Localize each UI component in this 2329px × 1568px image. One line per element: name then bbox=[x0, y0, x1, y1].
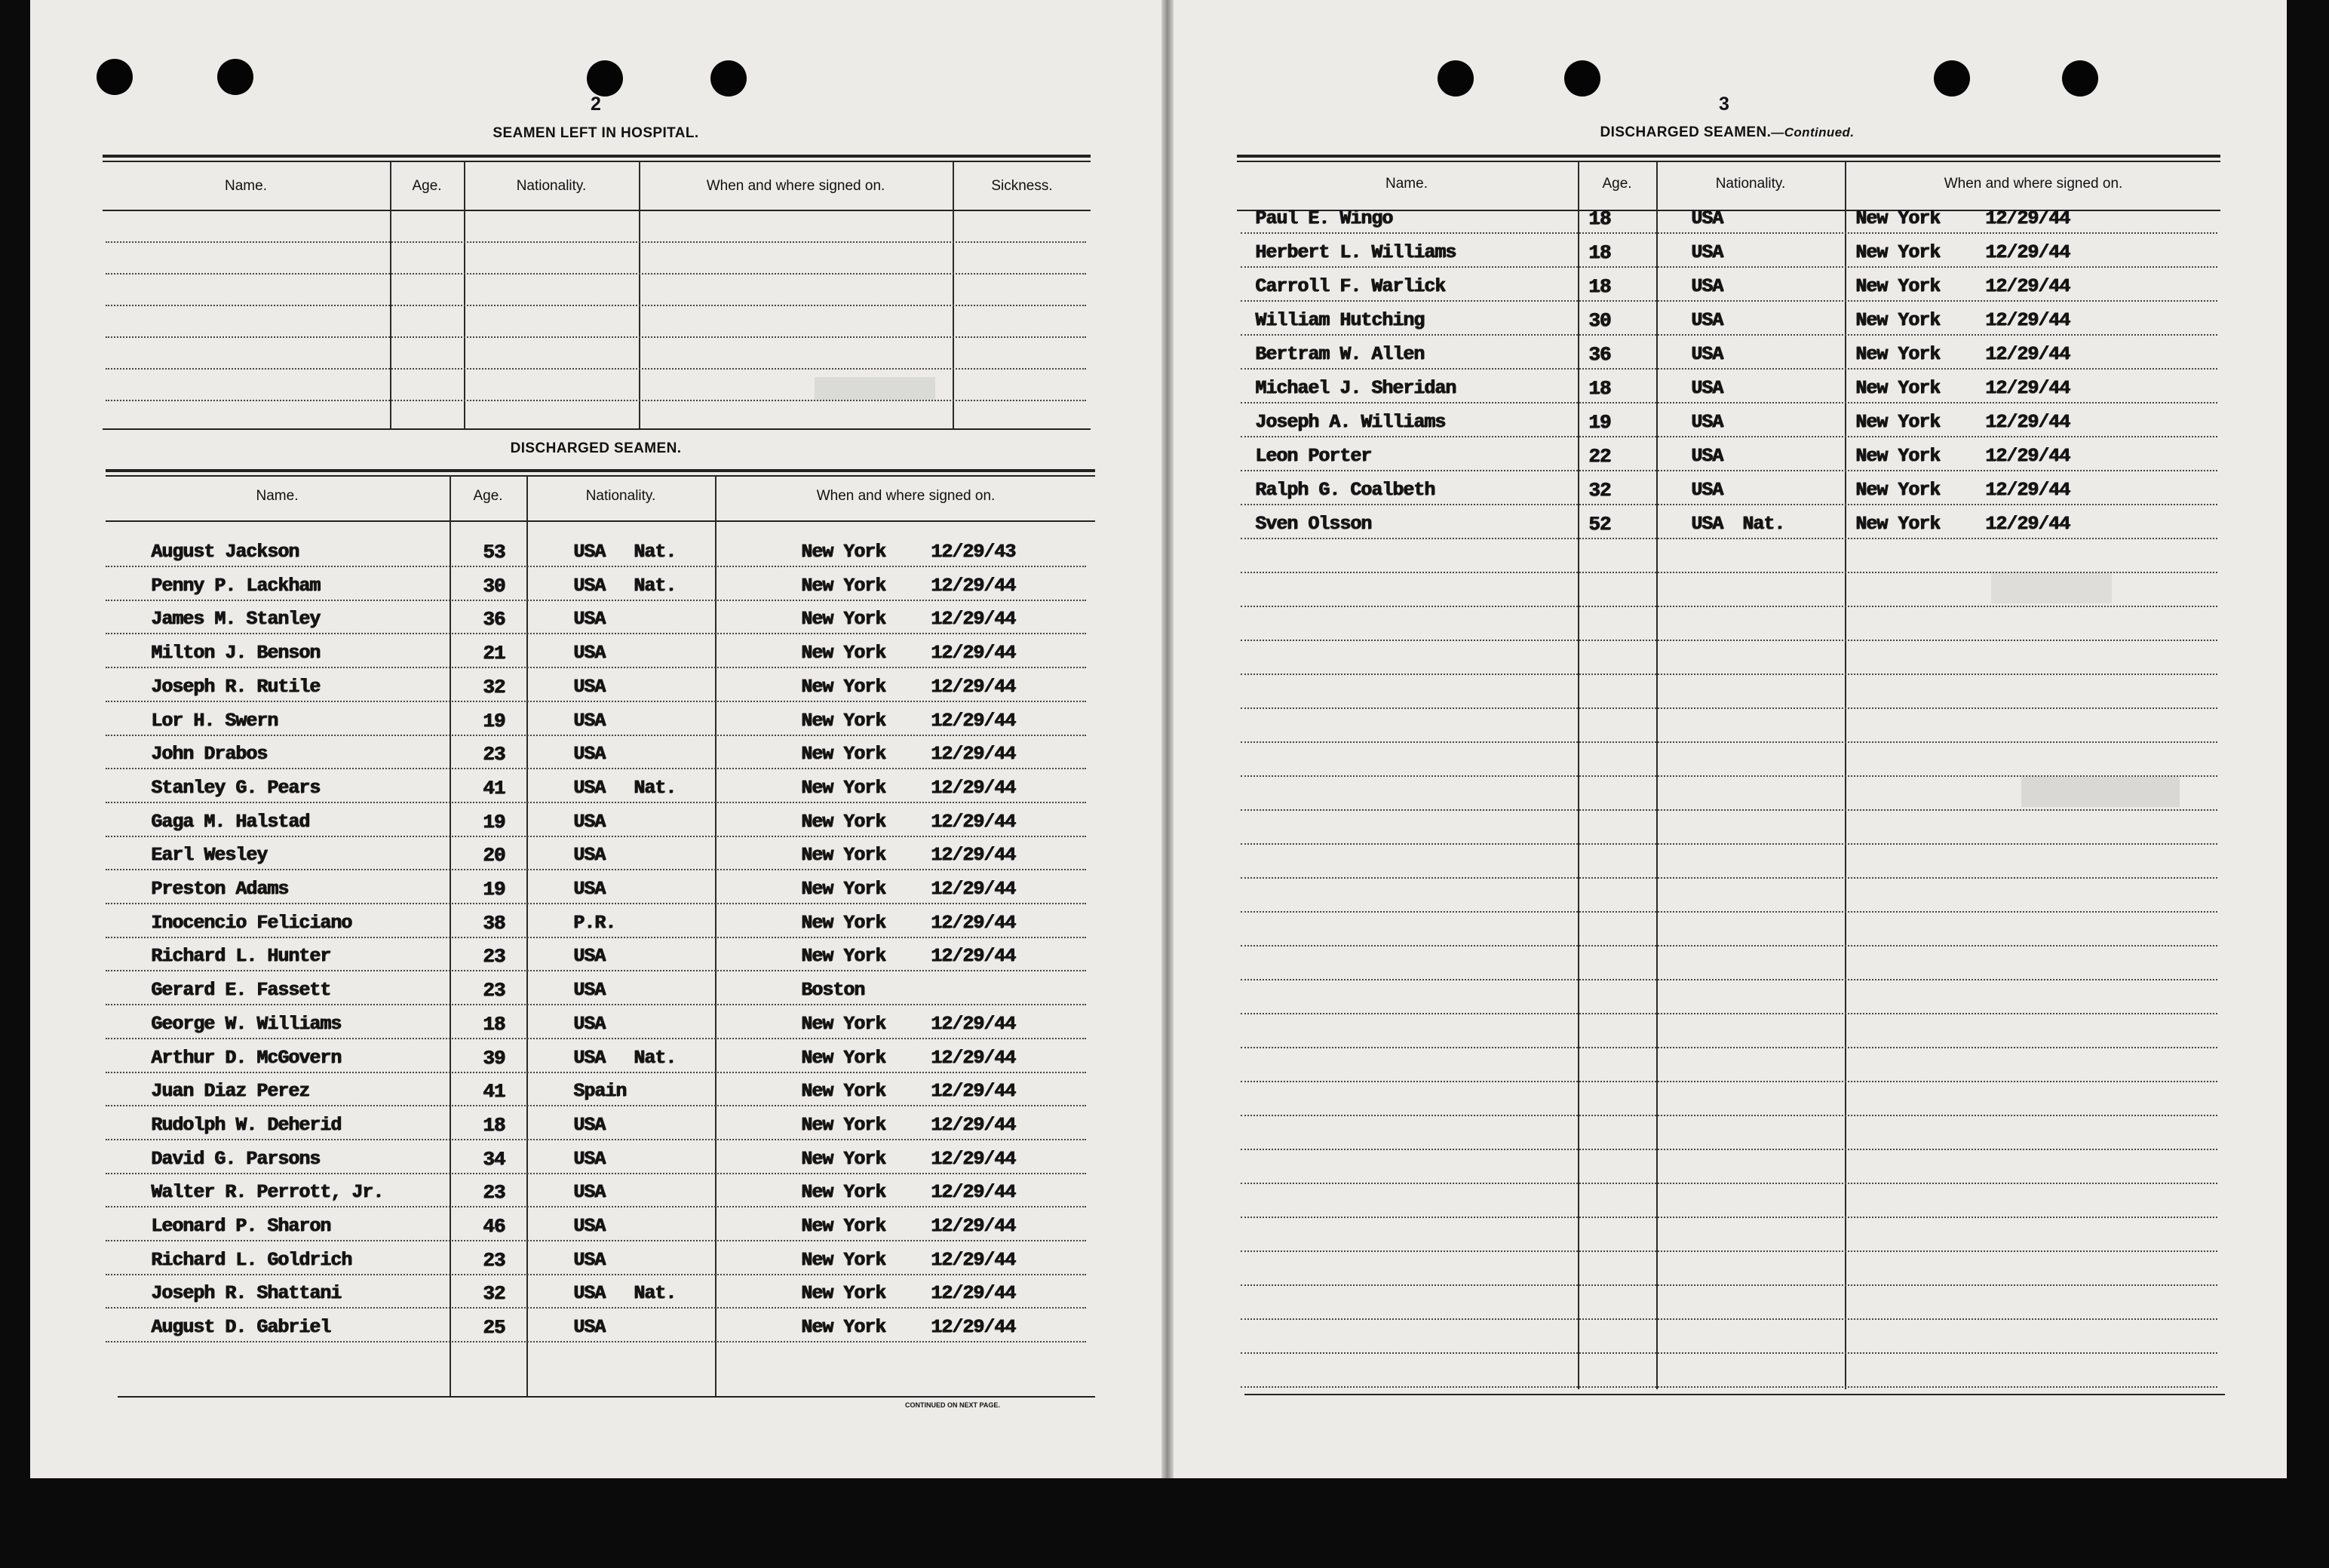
table-row-line bbox=[106, 1004, 1086, 1005]
discharged-col-signed-on: When and where signed on. bbox=[816, 488, 996, 504]
seaman-name: Ralph G. Coalbeth bbox=[1255, 479, 1435, 501]
seaman-nationality: USA bbox=[573, 811, 606, 833]
signed-on-place: New York bbox=[801, 575, 886, 597]
table-row-line bbox=[106, 735, 1086, 736]
seaman-name: August Jackson bbox=[151, 541, 299, 563]
signed-on-place: New York bbox=[801, 1013, 886, 1035]
blank-row-line bbox=[1241, 843, 2217, 845]
seaman-age: 18 bbox=[1588, 241, 1611, 264]
blank-row-line bbox=[1241, 945, 2217, 947]
signed-on-date: 12/29/44 bbox=[931, 676, 1016, 698]
signed-on-place: New York bbox=[801, 1080, 886, 1102]
seaman-nationality: USA bbox=[573, 541, 606, 563]
blank-row-line bbox=[1241, 1318, 2217, 1320]
signed-on-place: New York bbox=[801, 541, 886, 563]
seaman-nationality: USA bbox=[1691, 479, 1723, 501]
seaman-name: Rudolph W. Deherid bbox=[151, 1114, 342, 1136]
signed-on-date: 12/29/44 bbox=[931, 1181, 1016, 1203]
seaman-age: 39 bbox=[483, 1047, 505, 1069]
seaman-nationality: USA bbox=[1691, 513, 1723, 535]
signed-on-date: 12/29/44 bbox=[931, 844, 1016, 866]
seaman-age: 30 bbox=[1588, 309, 1611, 332]
signed-on-date: 12/29/44 bbox=[931, 777, 1016, 799]
table-row-line bbox=[1241, 300, 2217, 302]
signed-on-place: Boston bbox=[801, 979, 865, 1001]
hospital-divider bbox=[464, 161, 465, 428]
table-row-line bbox=[1241, 232, 2217, 234]
table-row-line bbox=[1241, 266, 2217, 268]
signed-on-date: 12/29/44 bbox=[931, 1249, 1016, 1271]
seaman-nationality: USA bbox=[573, 1181, 606, 1203]
seaman-nationality: USA bbox=[1691, 275, 1723, 297]
blank-row-line bbox=[1241, 1352, 2217, 1354]
seaman-nationality: USA bbox=[573, 1114, 606, 1136]
signed-on-place: New York bbox=[801, 811, 886, 833]
seaman-age: 22 bbox=[1588, 445, 1611, 468]
signed-on-place: New York bbox=[801, 743, 886, 765]
table-row-line bbox=[106, 1072, 1086, 1073]
seaman-name: Herbert L. Williams bbox=[1255, 241, 1456, 263]
seaman-nationality: USA bbox=[1691, 377, 1723, 399]
signed-on-place: New York bbox=[1855, 377, 1941, 399]
signed-on-place: New York bbox=[801, 608, 886, 630]
signed-on-place: New York bbox=[801, 1215, 886, 1237]
hospital-blank-row bbox=[106, 336, 1086, 338]
signed-on-place: New York bbox=[1855, 411, 1941, 433]
blank-row-line bbox=[1241, 1386, 2217, 1388]
seaman-nationality: USA bbox=[573, 844, 606, 866]
table-row-line bbox=[106, 667, 1086, 668]
table-row-line bbox=[106, 768, 1086, 769]
hospital-divider bbox=[953, 161, 954, 428]
punch-hole bbox=[1438, 60, 1474, 97]
bleed-through-mark bbox=[1991, 573, 2112, 603]
table-row-line bbox=[106, 869, 1086, 870]
naturalized-mark: Nat. bbox=[634, 1282, 677, 1304]
right-top-rule bbox=[1237, 155, 2220, 158]
seaman-age: 53 bbox=[483, 541, 505, 563]
seaman-age: 41 bbox=[483, 777, 505, 799]
table-row-line bbox=[106, 701, 1086, 702]
seaman-name: William Hutching bbox=[1255, 309, 1425, 331]
seaman-name: Penny P. Lackham bbox=[151, 575, 321, 597]
seaman-nationality: Spain bbox=[573, 1080, 627, 1102]
seaman-nationality: USA bbox=[573, 743, 606, 765]
signed-on-date: 12/29/44 bbox=[931, 1282, 1016, 1304]
blank-row-line bbox=[1241, 1115, 2217, 1116]
seaman-age: 18 bbox=[483, 1013, 505, 1036]
seaman-name: Joseph R. Rutile bbox=[151, 676, 321, 698]
seaman-age: 38 bbox=[483, 912, 505, 934]
blank-row-line bbox=[1241, 707, 2217, 709]
discharged-divider bbox=[450, 476, 451, 1396]
naturalized-mark: Nat. bbox=[634, 1047, 677, 1069]
hospital-header-rule bbox=[103, 210, 1091, 211]
signed-on-date: 12/29/44 bbox=[931, 1013, 1016, 1035]
seaman-nationality: P.R. bbox=[573, 912, 616, 934]
seaman-name: John Drabos bbox=[151, 743, 268, 765]
seaman-nationality: USA bbox=[1691, 241, 1723, 263]
signed-on-date: 12/29/44 bbox=[931, 1148, 1016, 1170]
seaman-name: James M. Stanley bbox=[151, 608, 321, 630]
signed-on-date: 12/29/44 bbox=[1985, 207, 2070, 229]
seaman-age: 23 bbox=[483, 945, 505, 968]
seaman-name: Preston Adams bbox=[151, 878, 289, 900]
right-title-main: DISCHARGED SEAMEN. bbox=[1600, 124, 1772, 140]
hospital-col-signed-on: When and where signed on. bbox=[706, 178, 885, 194]
table-row-line bbox=[1241, 504, 2217, 505]
signed-on-date: 12/29/44 bbox=[1985, 445, 2070, 467]
discharged-col-nationality: Nationality. bbox=[585, 488, 656, 504]
seaman-age: 46 bbox=[483, 1215, 505, 1238]
seaman-age: 41 bbox=[483, 1080, 505, 1103]
naturalized-mark: Nat. bbox=[634, 575, 677, 597]
seaman-nationality: USA bbox=[573, 1282, 606, 1304]
blank-row-line bbox=[1241, 877, 2217, 879]
right-col-age: Age. bbox=[1602, 176, 1632, 192]
page-number-right: 3 bbox=[1719, 94, 1729, 115]
naturalized-mark: Nat. bbox=[1742, 513, 1785, 535]
table-row-line bbox=[106, 633, 1086, 634]
right-top-rule-2 bbox=[1237, 161, 2220, 162]
signed-on-date: 12/29/44 bbox=[931, 1316, 1016, 1338]
table-row-line bbox=[1241, 538, 2217, 539]
table-row-line bbox=[106, 802, 1086, 803]
punch-hole bbox=[97, 59, 133, 95]
hospital-blank-row bbox=[106, 305, 1086, 306]
seaman-age: 18 bbox=[1588, 377, 1611, 400]
right-section-title bbox=[1531, 124, 1923, 141]
blank-row-line bbox=[1241, 1149, 2217, 1150]
signed-on-date: 12/29/44 bbox=[1985, 309, 2070, 331]
signed-on-place: New York bbox=[801, 844, 886, 866]
signed-on-place: New York bbox=[801, 642, 886, 664]
table-row-line bbox=[1241, 470, 2217, 471]
seaman-age: 19 bbox=[483, 710, 505, 732]
hospital-top-rule-2 bbox=[103, 161, 1091, 162]
signed-on-place: New York bbox=[801, 1148, 886, 1170]
table-row-line bbox=[106, 1105, 1086, 1106]
seaman-age: 23 bbox=[483, 1181, 505, 1204]
signed-on-date: 12/29/44 bbox=[931, 945, 1016, 967]
seaman-nationality: USA bbox=[573, 642, 606, 664]
table-row-line bbox=[106, 1206, 1086, 1207]
hospital-col-age: Age. bbox=[412, 178, 442, 194]
seaman-name: Paul E. Wingo bbox=[1255, 207, 1393, 229]
seaman-nationality: USA bbox=[573, 1047, 606, 1069]
signed-on-place: New York bbox=[801, 777, 886, 799]
signed-on-place: New York bbox=[801, 1047, 886, 1069]
seaman-nationality: USA bbox=[1691, 411, 1723, 433]
hospital-blank-row bbox=[106, 368, 1086, 370]
signed-on-date: 12/29/44 bbox=[931, 710, 1016, 732]
table-row-line bbox=[1241, 334, 2217, 336]
seaman-nationality: USA bbox=[1691, 309, 1723, 331]
blank-row-line bbox=[1241, 1183, 2217, 1184]
seaman-nationality: USA bbox=[1691, 343, 1723, 365]
signed-on-date: 12/29/44 bbox=[931, 912, 1016, 934]
signed-on-place: New York bbox=[1855, 207, 1941, 229]
punch-hole bbox=[217, 59, 253, 95]
signed-on-date: 12/29/44 bbox=[931, 1114, 1016, 1136]
hospital-bottom-rule bbox=[103, 428, 1091, 430]
hospital-section-title: SEAMEN LEFT IN HOSPITAL. bbox=[492, 125, 699, 141]
right-title-continued: —Continued. bbox=[1771, 125, 1855, 140]
blank-row-line bbox=[1241, 1217, 2217, 1218]
signed-on-date: 12/29/44 bbox=[931, 878, 1016, 900]
signed-on-place: New York bbox=[801, 1114, 886, 1136]
signed-on-date: 12/29/44 bbox=[1985, 479, 2070, 501]
seaman-age: 23 bbox=[483, 1249, 505, 1272]
seaman-age: 21 bbox=[483, 642, 505, 664]
seaman-age: 19 bbox=[483, 811, 505, 833]
seaman-age: 36 bbox=[483, 608, 505, 631]
blank-row-line bbox=[1241, 606, 2217, 607]
signed-on-place: New York bbox=[1855, 445, 1941, 467]
hospital-divider bbox=[639, 161, 640, 428]
continued-note: CONTINUED ON NEXT PAGE. bbox=[905, 1401, 1000, 1409]
hospital-col-nationality: Nationality. bbox=[516, 178, 587, 194]
punch-hole bbox=[1934, 60, 1970, 97]
signed-on-date: 12/29/44 bbox=[931, 642, 1016, 664]
seaman-nationality: USA bbox=[573, 945, 606, 967]
signed-on-place: New York bbox=[1855, 275, 1941, 297]
seaman-name: Inocencio Feliciano bbox=[151, 912, 352, 934]
right-col-name: Name. bbox=[1385, 176, 1428, 192]
signed-on-place: New York bbox=[801, 945, 886, 967]
signed-on-date: 12/29/44 bbox=[1985, 377, 2070, 399]
seaman-name: August D. Gabriel bbox=[151, 1316, 331, 1338]
naturalized-mark: Nat. bbox=[634, 541, 677, 563]
signed-on-place: New York bbox=[801, 1316, 886, 1338]
seaman-name: Lor H. Swern bbox=[151, 710, 278, 732]
seaman-name: Carroll F. Warlick bbox=[1255, 275, 1446, 297]
blank-row-line bbox=[1241, 911, 2217, 913]
signed-on-date: 12/29/44 bbox=[1985, 513, 2070, 535]
seaman-name: Walter R. Perrott, Jr. bbox=[151, 1181, 384, 1203]
table-row-line bbox=[106, 937, 1086, 938]
signed-on-place: New York bbox=[1855, 343, 1941, 365]
signed-on-date: 12/29/44 bbox=[931, 575, 1016, 597]
seaman-age: 19 bbox=[1588, 411, 1611, 434]
signed-on-place: New York bbox=[1855, 241, 1941, 263]
hospital-col-name: Name. bbox=[225, 178, 267, 194]
table-row-line bbox=[106, 600, 1086, 601]
signed-on-date: 12/29/44 bbox=[1985, 343, 2070, 365]
discharged-header-rule bbox=[106, 520, 1095, 522]
bleed-through-mark bbox=[815, 377, 935, 400]
seaman-age: 18 bbox=[483, 1114, 505, 1137]
table-row-line bbox=[106, 970, 1086, 971]
signed-on-date: 12/29/44 bbox=[1985, 241, 2070, 263]
page-number-left: 2 bbox=[591, 94, 601, 115]
seaman-name: Richard L. Hunter bbox=[151, 945, 331, 967]
seaman-age: 19 bbox=[483, 878, 505, 901]
right-col-signed-on: When and where signed on. bbox=[1944, 176, 2123, 192]
seaman-nationality: USA bbox=[573, 1215, 606, 1237]
seaman-nationality: USA bbox=[573, 1148, 606, 1170]
signed-on-place: New York bbox=[1855, 479, 1941, 501]
table-row-line bbox=[106, 1240, 1086, 1241]
page-spine bbox=[1161, 0, 1174, 1478]
signed-on-date: 12/29/44 bbox=[1985, 411, 2070, 433]
hospital-col-sickness: Sickness. bbox=[991, 178, 1053, 194]
naturalized-mark: Nat. bbox=[634, 777, 677, 799]
blank-row-line bbox=[1241, 979, 2217, 980]
hospital-top-rule bbox=[103, 155, 1091, 158]
seaman-nationality: USA bbox=[573, 575, 606, 597]
seaman-name: Bertram W. Allen bbox=[1255, 343, 1425, 365]
seaman-name: Gerard E. Fassett bbox=[151, 979, 331, 1001]
hospital-blank-row bbox=[106, 241, 1086, 243]
signed-on-place: New York bbox=[801, 1282, 886, 1304]
seaman-name: Leon Porter bbox=[1255, 445, 1372, 467]
blank-row-line bbox=[1241, 674, 2217, 675]
signed-on-place: New York bbox=[1855, 309, 1941, 331]
blank-row-line bbox=[1241, 1013, 2217, 1014]
seaman-name: Michael J. Sheridan bbox=[1255, 377, 1456, 399]
seaman-nationality: USA bbox=[573, 1316, 606, 1338]
hospital-blank-row bbox=[106, 273, 1086, 275]
discharged-top-rule-2 bbox=[106, 475, 1095, 477]
blank-row-line bbox=[1241, 1284, 2217, 1286]
blank-row-line bbox=[1241, 1047, 2217, 1048]
seaman-name: David G. Parsons bbox=[151, 1148, 321, 1170]
right-col-nationality: Nationality. bbox=[1715, 176, 1786, 192]
discharged-top-rule bbox=[106, 469, 1095, 472]
signed-on-place: New York bbox=[801, 1181, 886, 1203]
seaman-age: 52 bbox=[1588, 513, 1611, 535]
discharged-col-age: Age. bbox=[473, 488, 503, 504]
signed-on-place: New York bbox=[801, 710, 886, 732]
punch-hole bbox=[710, 60, 747, 97]
discharged-col-name: Name. bbox=[256, 488, 299, 504]
seaman-nationality: USA bbox=[573, 878, 606, 900]
signed-on-date: 12/29/44 bbox=[931, 608, 1016, 630]
punch-hole bbox=[587, 60, 623, 97]
signed-on-place: New York bbox=[801, 878, 886, 900]
table-row-line bbox=[106, 1307, 1086, 1309]
signed-on-date: 12/29/44 bbox=[931, 743, 1016, 765]
table-row-line bbox=[106, 1173, 1086, 1174]
seaman-name: Sven Olsson bbox=[1255, 513, 1372, 535]
table-row-line bbox=[106, 1341, 1086, 1342]
seaman-age: 32 bbox=[1588, 479, 1611, 502]
blank-row-line bbox=[1241, 1081, 2217, 1082]
seaman-name: Joseph R. Shattani bbox=[151, 1282, 342, 1304]
seaman-name: Gaga M. Halstad bbox=[151, 811, 310, 833]
signed-on-date: 12/29/44 bbox=[931, 1080, 1016, 1102]
blank-row-line bbox=[1241, 1250, 2217, 1252]
seaman-name: Arthur D. McGovern bbox=[151, 1047, 342, 1069]
seaman-age: 32 bbox=[483, 676, 505, 698]
seaman-nationality: USA bbox=[573, 710, 606, 732]
table-row-line bbox=[106, 566, 1086, 567]
blank-row-line bbox=[1241, 640, 2217, 641]
blank-row-line bbox=[1241, 809, 2217, 811]
seaman-age: 30 bbox=[483, 575, 505, 597]
seaman-age: 23 bbox=[483, 979, 505, 1002]
discharged-divider bbox=[526, 476, 528, 1396]
seaman-nationality: USA bbox=[1691, 207, 1723, 229]
seaman-nationality: USA bbox=[1691, 445, 1723, 467]
signed-on-place: New York bbox=[801, 676, 886, 698]
seaman-name: Earl Wesley bbox=[151, 844, 268, 866]
seaman-age: 18 bbox=[1588, 275, 1611, 298]
seaman-age: 20 bbox=[483, 844, 505, 867]
table-row-line bbox=[1241, 436, 2217, 437]
seaman-name: Juan Diaz Perez bbox=[151, 1080, 310, 1102]
seaman-nationality: USA bbox=[573, 676, 606, 698]
seaman-name: George W. Williams bbox=[151, 1013, 342, 1035]
seaman-name: Joseph A. Williams bbox=[1255, 411, 1446, 433]
signed-on-date: 12/29/44 bbox=[931, 1047, 1016, 1069]
seaman-age: 36 bbox=[1588, 343, 1611, 366]
seaman-name: Stanley G. Pears bbox=[151, 777, 321, 799]
hospital-blank-row bbox=[106, 400, 1086, 401]
seaman-age: 25 bbox=[483, 1316, 505, 1339]
seaman-name: Leonard P. Sharon bbox=[151, 1215, 331, 1237]
signed-on-date: 12/29/44 bbox=[931, 811, 1016, 833]
table-row-line bbox=[106, 1274, 1086, 1275]
table-row-line bbox=[106, 903, 1086, 904]
signed-on-place: New York bbox=[801, 1249, 886, 1271]
table-row-line bbox=[1241, 368, 2217, 370]
discharged-section-title: DISCHARGED SEAMEN. bbox=[510, 440, 682, 456]
punch-hole bbox=[2062, 60, 2098, 97]
signed-on-date: 12/29/44 bbox=[931, 1215, 1016, 1237]
right-bottom-rule bbox=[1244, 1394, 2225, 1395]
seaman-age: 18 bbox=[1588, 207, 1611, 230]
discharged-bottom-rule bbox=[118, 1396, 1095, 1398]
seaman-nationality: USA bbox=[573, 979, 606, 1001]
seaman-age: 32 bbox=[483, 1282, 505, 1305]
seaman-name: Richard L. Goldrich bbox=[151, 1249, 352, 1271]
bleed-through-mark bbox=[2021, 777, 2180, 807]
signed-on-place: New York bbox=[1855, 513, 1941, 535]
signed-on-date: 12/29/44 bbox=[1985, 275, 2070, 297]
punch-hole bbox=[1564, 60, 1600, 97]
seaman-nationality: USA bbox=[573, 1249, 606, 1271]
seaman-age: 23 bbox=[483, 743, 505, 766]
table-row-line bbox=[106, 836, 1086, 837]
seaman-nationality: USA bbox=[573, 1013, 606, 1035]
seaman-age: 34 bbox=[483, 1148, 505, 1171]
signed-on-date: 12/29/43 bbox=[931, 541, 1016, 563]
table-row-line bbox=[106, 1038, 1086, 1039]
table-row-line bbox=[106, 1139, 1086, 1140]
discharged-divider bbox=[715, 476, 716, 1396]
hospital-divider bbox=[390, 161, 391, 428]
signed-on-place: New York bbox=[801, 912, 886, 934]
seaman-name: Milton J. Benson bbox=[151, 642, 321, 664]
blank-row-line bbox=[1241, 741, 2217, 743]
seaman-nationality: USA bbox=[573, 608, 606, 630]
seaman-nationality: USA bbox=[573, 777, 606, 799]
table-row-line bbox=[1241, 402, 2217, 404]
